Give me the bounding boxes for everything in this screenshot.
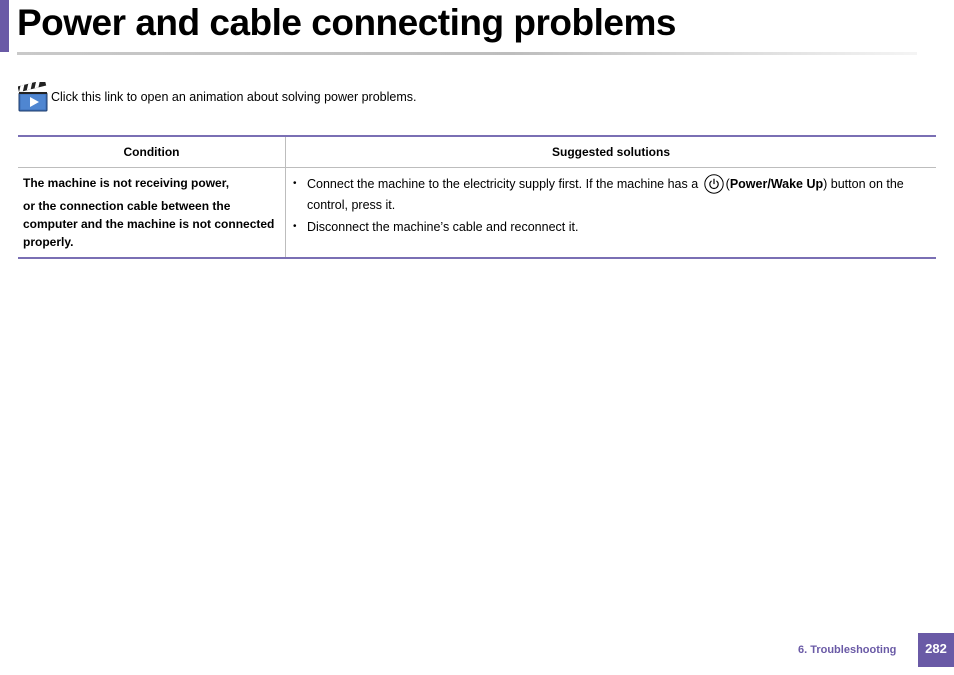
condition-cell	[18, 168, 286, 259]
title-divider	[17, 52, 917, 55]
column-header-condition: Condition	[18, 136, 286, 168]
animation-link-row	[18, 82, 416, 112]
table-row	[18, 168, 936, 259]
solution-text: Disconnect the machine’s cable and reconnect it.	[307, 219, 579, 234]
animation-link-text[interactable]: Click this link to open an animation about solving power problems.	[51, 90, 417, 104]
condition-line: The machine is not receiving power,	[23, 176, 230, 190]
page-title: Power and cable connecting problems	[17, 2, 676, 43]
solution-item	[292, 217, 930, 237]
solutions-cell	[286, 168, 937, 259]
solution-text-continued: ) button on the control, press it.	[307, 177, 904, 212]
solutions-list	[292, 174, 930, 237]
troubleshooting-table	[18, 135, 936, 259]
footer-section-label: 6. Troubleshooting	[798, 644, 897, 656]
animation-link[interactable]	[18, 82, 416, 112]
video-clapperboard-icon[interactable]	[18, 82, 48, 112]
column-header-solutions: Suggested solutions	[286, 136, 937, 168]
page-number: 282	[918, 633, 954, 667]
table-header-row	[18, 136, 936, 168]
solution-text: Connect the machine to the electricity supply first. If the machine has a	[307, 177, 699, 191]
power-icon	[704, 174, 724, 194]
power-wake-up-label: Power/Wake Up	[729, 177, 824, 191]
condition-line: or the connection cable between the computer and the machine is not connected properly.	[23, 199, 275, 249]
solution-item: • Connect the machine to the electricity supply first. If the machine has a (Power/Wake Up) button on the control, press it.	[292, 174, 930, 215]
title-accent-bar	[0, 0, 9, 52]
